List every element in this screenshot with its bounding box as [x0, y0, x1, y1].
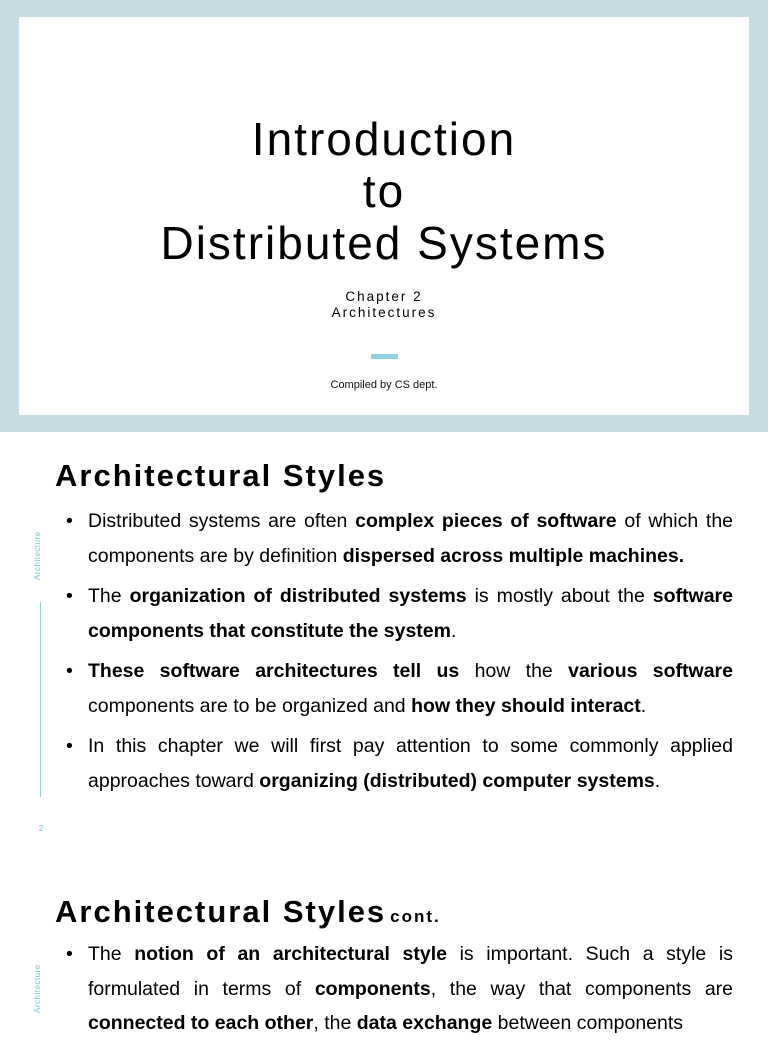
bullet-item	[88, 504, 733, 573]
bullet-emphasis: how they should interact	[411, 694, 641, 717]
bullet-item	[88, 937, 733, 1041]
bullet-emphasis: components	[314, 977, 431, 1000]
title-slide	[19, 17, 749, 415]
slide-architectural-styles	[0, 432, 768, 870]
slide-heading-text: Architectural Styles	[55, 894, 387, 929]
bullet-emphasis: organizing (distributed) computer systems	[259, 769, 655, 792]
bullet-text: of which the components are by definition	[88, 510, 734, 567]
slide-heading-suffix: cont.	[390, 907, 441, 926]
bullet-text: is important. Such a style is formulated in terms of	[88, 943, 733, 1000]
bullet-item	[88, 729, 733, 798]
section-side-label: Architecture	[33, 531, 42, 581]
bullet-emphasis: data exchange	[356, 1012, 493, 1034]
bullet-text: Distributed systems are often	[88, 510, 356, 532]
bullet-item	[88, 654, 733, 723]
presentation-title	[19, 113, 749, 269]
chapter-number: Chapter 2	[345, 289, 423, 304]
slide-heading: Architectural Styles	[55, 458, 387, 493]
bullet-text: , the way that components are	[430, 977, 733, 1000]
bullet-emphasis: complex pieces of software	[355, 510, 617, 532]
bullet-text: .	[450, 619, 457, 642]
title-line-1: Introduction	[251, 113, 517, 165]
accent-bar	[371, 354, 398, 359]
bullet-text: , the	[313, 1012, 357, 1034]
bullet-text: is mostly about the	[466, 585, 653, 607]
bullet-emphasis: various software	[568, 660, 733, 682]
bullet-emphasis: These software architectures tell us	[88, 660, 460, 682]
bullet-text: The	[88, 585, 130, 607]
bullet-item	[88, 579, 733, 648]
slide-heading	[55, 894, 441, 930]
bullet-emphasis: dispersed across multiple machines.	[342, 544, 685, 567]
bullet-emphasis: organization of distributed systems	[129, 585, 467, 607]
side-divider-line	[40, 602, 41, 797]
bullet-text: components are to be organized and	[88, 694, 412, 717]
bullet-text: .	[654, 769, 661, 792]
compiled-by-note: Compiled by CS dept.	[330, 379, 438, 391]
section-side-label: Architecture	[33, 964, 42, 1014]
chapter-name: Architectures	[331, 305, 437, 320]
bullet-text: between components	[492, 1012, 684, 1034]
bullet-list	[88, 937, 733, 1047]
bullet-emphasis: notion of an architectural style	[134, 943, 447, 965]
bullet-text: how the	[459, 660, 569, 682]
bullet-text: .	[640, 694, 647, 717]
bullet-text: In this chapter we will first pay attention to some commonly applied approaches toward	[88, 735, 733, 792]
slide-architectural-styles-cont	[0, 870, 768, 1034]
title-line-3: Distributed Systems	[160, 217, 608, 269]
bullet-list	[88, 504, 733, 804]
title-slide-band	[0, 0, 768, 432]
bullet-emphasis: software components that constitute the system	[88, 585, 733, 642]
bullet-text: The	[88, 943, 135, 965]
title-line-2: to	[362, 165, 406, 217]
page-number: 2	[38, 824, 44, 833]
bullet-emphasis: connected to each other	[88, 1012, 314, 1034]
chapter-subtitle	[19, 289, 749, 321]
